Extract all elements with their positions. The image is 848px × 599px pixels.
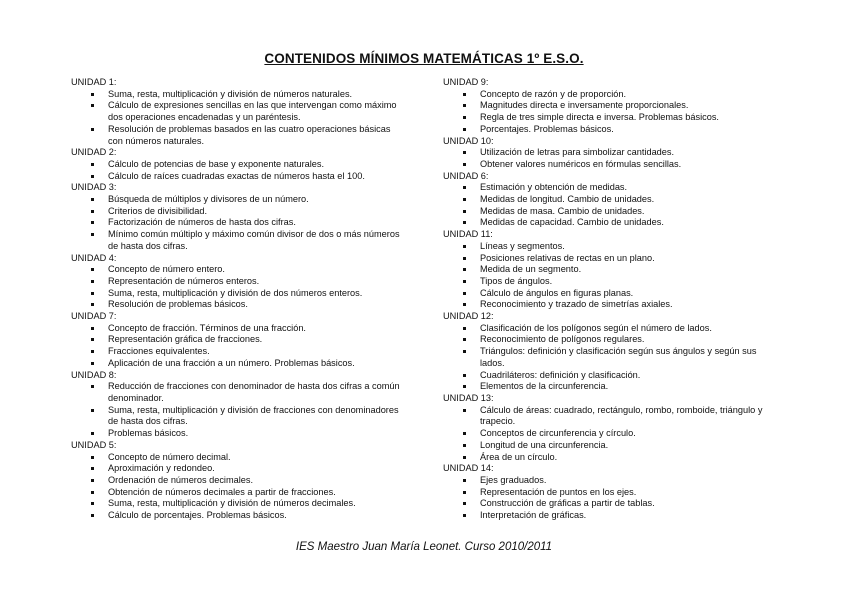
list-item: Construcción de gráficas a partir de tablas. [443, 498, 783, 510]
footer-text: IES Maestro Juan María Leonet. Curso 2010/2011 [295, 541, 553, 553]
unit-block [71, 77, 406, 147]
unit-block [443, 77, 783, 136]
list-item: Concepto de fracción. Términos de una fracción. [71, 323, 406, 335]
unit-heading: UNIDAD 5: [71, 439, 117, 450]
left-column [71, 77, 406, 522]
list-item: Mínimo común múltiplo y máximo común divisor de dos o más números de hasta dos cifras. [71, 229, 406, 252]
unit-heading: UNIDAD 6: [443, 170, 489, 181]
list-item: Aplicación de una fracción a un número. Problemas básicos. [71, 358, 406, 370]
list-item: Suma, resta, multiplicación y división de números naturales. [71, 89, 406, 101]
unit-heading: UNIDAD 8: [71, 369, 117, 380]
list-item: Reconocimiento de polígonos regulares. [443, 334, 783, 346]
list-item: Medida de un segmento. [443, 264, 783, 276]
list-item: Magnitudes directa e inversamente proporcionales. [443, 100, 783, 112]
unit-items [443, 89, 783, 136]
list-item: Cálculo de potencias de base y exponente naturales. [71, 159, 406, 171]
list-item: Clasificación de los polígonos según el número de lados. [443, 323, 783, 335]
list-item: Conceptos de circunferencia y círculo. [443, 428, 783, 440]
unit-heading: UNIDAD 9: [443, 77, 489, 87]
list-item: Obtención de números decimales a partir de fracciones. [71, 487, 406, 499]
list-item: Estimación y obtención de medidas. [443, 182, 783, 194]
list-item: Factorización de números de hasta dos cifras. [71, 217, 406, 229]
unit-block [443, 311, 783, 393]
list-item: Cálculo de ángulos en figuras planas. [443, 288, 783, 300]
list-item: Tipos de ángulos. [443, 276, 783, 288]
unit-heading: UNIDAD 1: [71, 77, 117, 87]
list-item: Reducción de fracciones con denominador de hasta dos cifras a común denominador. [71, 381, 406, 404]
list-item: Medidas de masa. Cambio de unidades. [443, 206, 783, 218]
unit-items [71, 194, 406, 253]
list-item: Representación de números enteros. [71, 276, 406, 288]
unit-heading: UNIDAD 13: [443, 392, 494, 403]
list-item: Cálculo de expresiones sencillas en las que intervengan como máximo dos operaciones encadenadas y un paréntesis. [71, 100, 406, 123]
unit-heading: UNIDAD 2: [71, 147, 117, 158]
unit-heading: UNIDAD 12: [443, 311, 494, 322]
list-item: Suma, resta, multiplicación y división de dos números enteros. [71, 288, 406, 300]
unit-items [71, 452, 406, 522]
unit-block [443, 463, 783, 522]
list-item: Medidas de longitud. Cambio de unidades. [443, 194, 783, 206]
list-item: Concepto de número decimal. [71, 452, 406, 464]
list-item: Porcentajes. Problemas básicos. [443, 124, 783, 136]
list-item: Suma, resta, multiplicación y división de números decimales. [71, 498, 406, 510]
page-title: CONTENIDOS MÍNIMOS MATEMÁTICAS 1º E.S.O. [264, 51, 584, 66]
unit-items [443, 147, 783, 170]
unit-block [71, 253, 406, 312]
unit-block [443, 136, 783, 171]
list-item: Longitud de una circunferencia. [443, 440, 783, 452]
list-item: Utilización de letras para simbolizar cantidades. [443, 147, 783, 159]
unit-items [71, 264, 406, 311]
unit-items [443, 182, 783, 229]
unit-items [71, 381, 406, 440]
unit-block [71, 440, 406, 522]
unit-block [443, 229, 783, 311]
list-item: Regla de tres simple directa e inversa. Problemas básicos. [443, 112, 783, 124]
list-item: Resolución de problemas básicos. [71, 299, 406, 311]
list-item: Posiciones relativas de rectas en un plano. [443, 253, 783, 265]
list-item: Medidas de capacidad. Cambio de unidades. [443, 217, 783, 229]
list-item: Cuadriláteros: definición y clasificación. [443, 370, 783, 382]
unit-items [443, 405, 783, 464]
list-item: Criterios de divisibilidad. [71, 206, 406, 218]
list-item: Concepto de razón y de proporción. [443, 89, 783, 101]
unit-block [71, 370, 406, 440]
unit-items [71, 323, 406, 370]
unit-heading: UNIDAD 10: [443, 135, 494, 146]
list-item: Cálculo de porcentajes. Problemas básicos. [71, 510, 406, 522]
right-column [443, 77, 783, 522]
unit-block [443, 171, 783, 230]
list-item: Área de un círculo. [443, 452, 783, 464]
unit-items [71, 159, 406, 182]
unit-items [443, 475, 783, 522]
list-item: Líneas y segmentos. [443, 241, 783, 253]
list-item: Cálculo de raíces cuadradas exactas de números hasta el 100. [71, 171, 406, 183]
list-item: Concepto de número entero. [71, 264, 406, 276]
list-item: Cálculo de áreas: cuadrado, rectángulo, rombo, romboide, triángulo y trapecio. [443, 405, 783, 428]
list-item: Ordenación de números decimales. [71, 475, 406, 487]
unit-block [443, 393, 783, 463]
list-item: Triángulos: definición y clasificación según sus ángulos y según sus lados. [443, 346, 783, 369]
list-item: Suma, resta, multiplicación y división de fracciones con denominadores de hasta dos cifras. [71, 405, 406, 428]
unit-items [71, 89, 406, 148]
list-item: Aproximación y redondeo. [71, 463, 406, 475]
unit-heading: UNIDAD 7: [71, 311, 117, 322]
list-item: Resolución de problemas basados en las cuatro operaciones básicas con números naturales. [71, 124, 406, 147]
list-item: Elementos de la circunferencia. [443, 381, 783, 393]
list-item: Representación gráfica de fracciones. [71, 334, 406, 346]
list-item: Interpretación de gráficas. [443, 510, 783, 522]
unit-heading: UNIDAD 14: [443, 463, 494, 474]
unit-items [443, 323, 783, 393]
list-item: Fracciones equivalentes. [71, 346, 406, 358]
unit-items [443, 241, 783, 311]
unit-heading: UNIDAD 3: [71, 182, 117, 193]
unit-block [71, 147, 406, 182]
list-item: Ejes graduados. [443, 475, 783, 487]
unit-heading: UNIDAD 4: [71, 252, 117, 263]
list-item: Búsqueda de múltiplos y divisores de un número. [71, 194, 406, 206]
list-item: Obtener valores numéricos en fórmulas sencillas. [443, 159, 783, 171]
unit-block [71, 311, 406, 370]
list-item: Representación de puntos en los ejes. [443, 487, 783, 499]
list-item: Problemas básicos. [71, 428, 406, 440]
list-item: Reconocimiento y trazado de simetrías axiales. [443, 299, 783, 311]
unit-heading: UNIDAD 11: [443, 229, 493, 240]
unit-block [71, 182, 406, 252]
